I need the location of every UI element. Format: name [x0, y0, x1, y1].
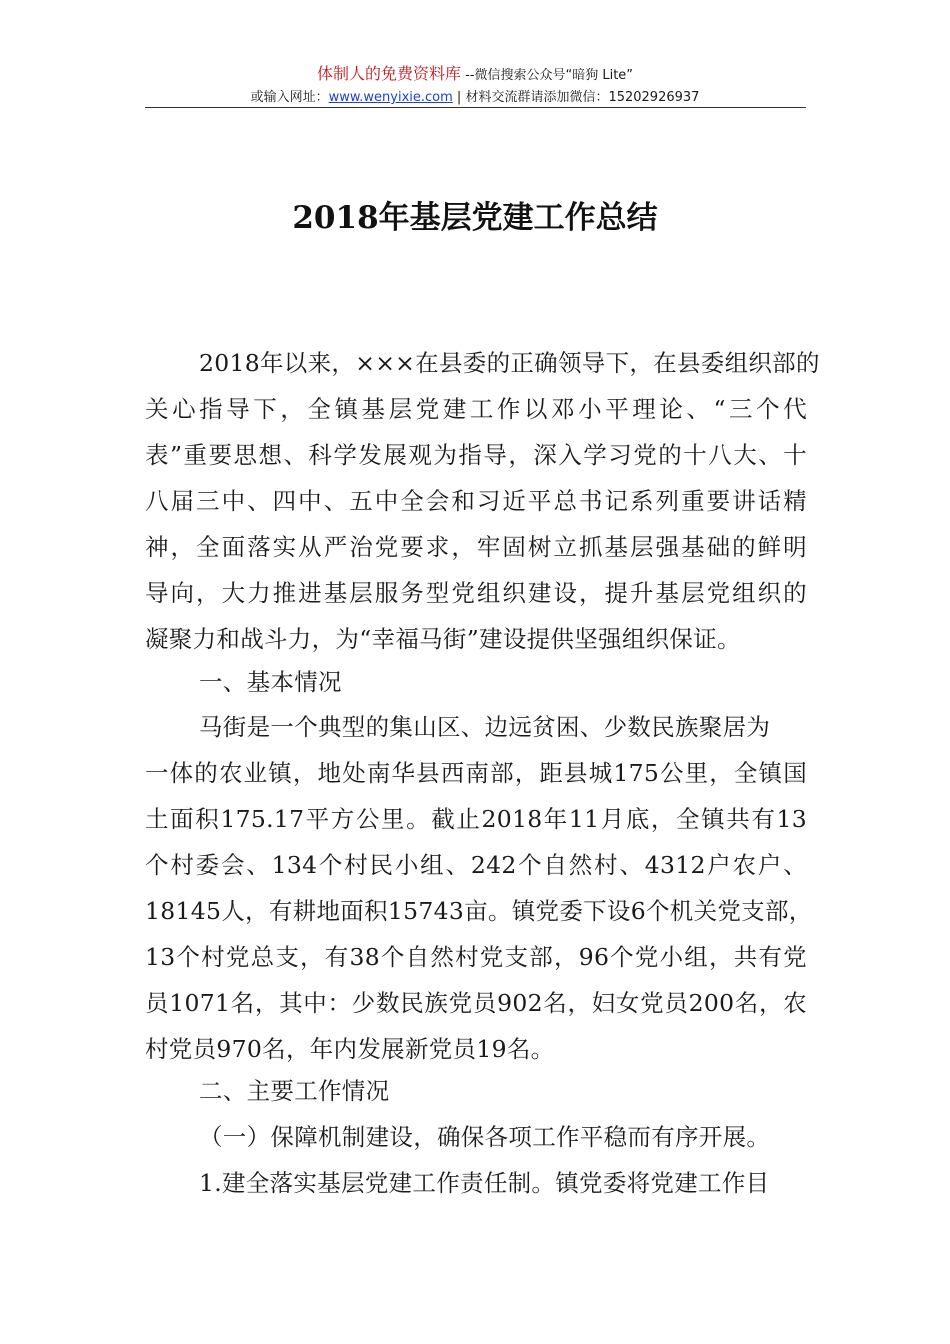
url-prefix: 或输入网址：: [250, 90, 329, 105]
paragraph-line: 关心指导下，全镇基层党建工作以邓小平理论、“三个代: [145, 395, 807, 423]
paragraph-line: 神，全面落实从严治党要求，牢固树立抓基层强基础的鲜明: [145, 533, 807, 561]
brand-text: 体制人的免费资料库: [316, 64, 461, 83]
website-link[interactable]: www.wenyixie.com: [328, 90, 453, 105]
wechat-contact: | 材料交流群请添加微信：15202926937: [452, 90, 700, 105]
tagline-text: --微信搜索公众号“暗狗 Lite”: [460, 68, 634, 83]
paragraph-line: 村党员970名，年内发展新党员19名。: [145, 1035, 555, 1063]
header-contact: [0, 89, 950, 106]
paragraph-line: 八届三中、四中、五中全会和习近平总书记系列重要讲话精: [145, 487, 807, 515]
header-divider: [145, 107, 806, 108]
header-banner: [0, 64, 950, 86]
section-heading: 二、主要工作情况: [199, 1077, 390, 1105]
subsection-heading: （一）保障机制建设，确保各项工作平稳而有序开展。: [199, 1123, 771, 1151]
paragraph-line: 13个村党总支，有38个自然村党支部，96个党小组，共有党: [145, 943, 807, 971]
paragraph-line: 2018年以来，×××在县委的正确领导下，在县委组织部的: [199, 349, 820, 377]
paragraph-line: 马街是一个典型的集山区、边远贫困、少数民族聚居为: [199, 713, 771, 741]
section-heading: 一、基本情况: [199, 668, 342, 696]
paragraph-line: 1.建全落实基层党建工作责任制。镇党委将党建工作目: [199, 1169, 770, 1197]
paragraph-line: 导向，大力推进基层服务型党组织建设，提升基层党组织的: [145, 579, 807, 607]
paragraph-line: 一体的农业镇，地处南华县西南部，距县城175公里，全镇国: [145, 759, 807, 787]
paragraph-line: 土面积175.17平方公里。截止2018年11月底，全镇共有13: [145, 805, 807, 833]
paragraph-line: 18145人，有耕地面积15743亩。镇党委下设6个机关党支部，: [145, 897, 813, 925]
paragraph-line: 凝聚力和战斗力，为“幸福马街”建设提供坚强组织保证。: [145, 625, 741, 653]
paragraph-line: 个村委会、134个村民小组、242个自然村、4312户农户、: [145, 851, 807, 879]
paragraph-line: 员1071名，其中：少数民族党员902名，妇女党员200名，农: [145, 989, 807, 1017]
document-title: 2018年基层党建工作总结: [292, 200, 658, 236]
paragraph-line: 表”重要思想、科学发展观为指导，深入学习党的十八大、十: [145, 441, 807, 469]
